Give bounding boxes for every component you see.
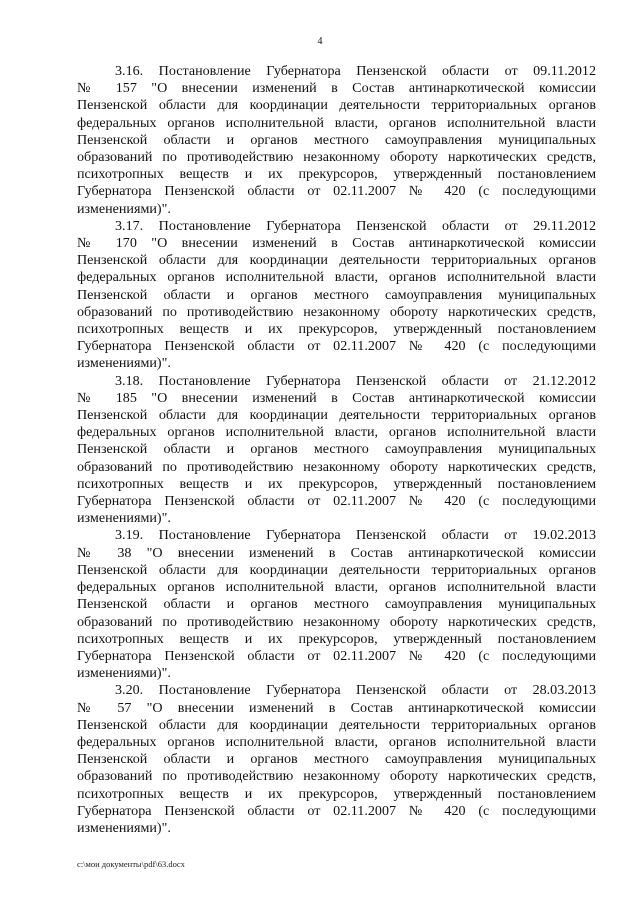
text-line: изменениями)". [77,355,171,372]
text-line: образований по противодействию незаконному обороту наркотических средств, [77,458,596,475]
paragraph-3-19 [77,527,596,682]
text-line: № 157 "О внесении изменений в Состав антинаркотической комиссии [77,80,596,97]
text-line: психотропных веществ и их прекурсоров, утвержденный постановлением [77,321,596,338]
text-line: изменениями)". [77,665,171,682]
footer-file-path: c:\мои документы\pdf\63.docx [77,859,185,869]
text-line: психотропных веществ и их прекурсоров, утвержденный постановлением [77,166,596,183]
text-line: Пензенской области и органов местного самоуправления муниципальных [77,751,596,768]
text-line: образований по противодействию незаконному обороту наркотических средств, [77,768,596,785]
text-line: Пензенской области для координации деятельности территориальных органов [77,252,596,269]
text-line: изменениями)". [77,200,171,217]
text-line: 3.20. Постановление Губернатора Пензенской области от 28.03.2013 [115,682,596,699]
text-line: Губернатора Пензенской области от 02.11.2007 № 420 (с последующими [77,183,596,200]
text-line: федеральных органов исполнительной власти, органов исполнительной власти [77,269,596,286]
text-line: № 170 "О внесении изменений в Состав антинаркотической комиссии [77,235,596,252]
document-body [77,63,596,837]
text-line: Пензенской области и органов местного самоуправления муниципальных [77,286,596,303]
text-line: Губернатора Пензенской области от 02.11.2007 № 420 (с последующими [77,493,596,510]
text-line: психотропных веществ и их прекурсоров, утвержденный постановлением [77,630,596,647]
text-line: образований по противодействию незаконному обороту наркотических средств, [77,149,596,166]
text-line: № 185 "О внесении изменений в Состав антинаркотической комиссии [77,389,596,406]
text-line: 3.18. Постановление Губернатора Пензенской области от 21.12.2012 [115,372,596,389]
text-line: 3.16. Постановление Губернатора Пензенской области от 09.11.2012 [115,63,596,79]
text-line: Губернатора Пензенской области от 02.11.2007 № 420 (с последующими [77,802,596,819]
text-line: федеральных органов исполнительной власти, органов исполнительной власти [77,733,596,750]
text-line: федеральных органов исполнительной власти, органов исполнительной власти [77,424,596,441]
text-line: образований по противодействию незаконному обороту наркотических средств, [77,303,596,320]
text-line: изменениями)". [77,819,171,836]
text-line: Губернатора Пензенской области от 02.11.2007 № 420 (с последующими [77,647,596,664]
page-number: 4 [317,36,323,47]
text-line: Пензенской области для координации деятельности территориальных органов [77,561,596,578]
text-line: психотропных веществ и их прекурсоров, утвержденный постановлением [77,475,596,492]
paragraph-3-18 [77,373,596,528]
text-line: Пензенской области и органов местного самоуправления муниципальных [77,596,596,613]
text-line: Пензенской области для координации деятельности территориальных органов [77,97,596,114]
paragraph-3-20 [77,682,596,837]
text-line: федеральных органов исполнительной власти, органов исполнительной власти [77,579,596,596]
text-line: изменениями)". [77,510,171,527]
text-line: № 38 "О внесении изменений в Состав антинаркотической комиссии [77,544,596,561]
text-line: Пензенской области для координации деятельности территориальных органов [77,716,596,733]
paragraph-3-17 [77,218,596,373]
text-line: Пензенской области и органов местного самоуправления муниципальных [77,131,596,148]
text-line: № 57 "О внесении изменений в Состав антинаркотической комиссии [77,699,596,716]
text-line: Пензенской области для координации деятельности территориальных органов [77,407,596,424]
text-line: Пензенской области и органов местного самоуправления муниципальных [77,441,596,458]
text-line: федеральных органов исполнительной власти, органов исполнительной власти [77,114,596,131]
text-line: 3.19. Постановление Губернатора Пензенской области от 19.02.2013 [115,527,596,544]
paragraph-3-16 [77,63,596,218]
text-line: образований по противодействию незаконному обороту наркотических средств, [77,613,596,630]
text-line: Губернатора Пензенской области от 02.11.2007 № 420 (с последующими [77,338,596,355]
text-line: 3.17. Постановление Губернатора Пензенской области от 29.11.2012 [115,217,596,234]
text-line: психотропных веществ и их прекурсоров, утвержденный постановлением [77,785,596,802]
